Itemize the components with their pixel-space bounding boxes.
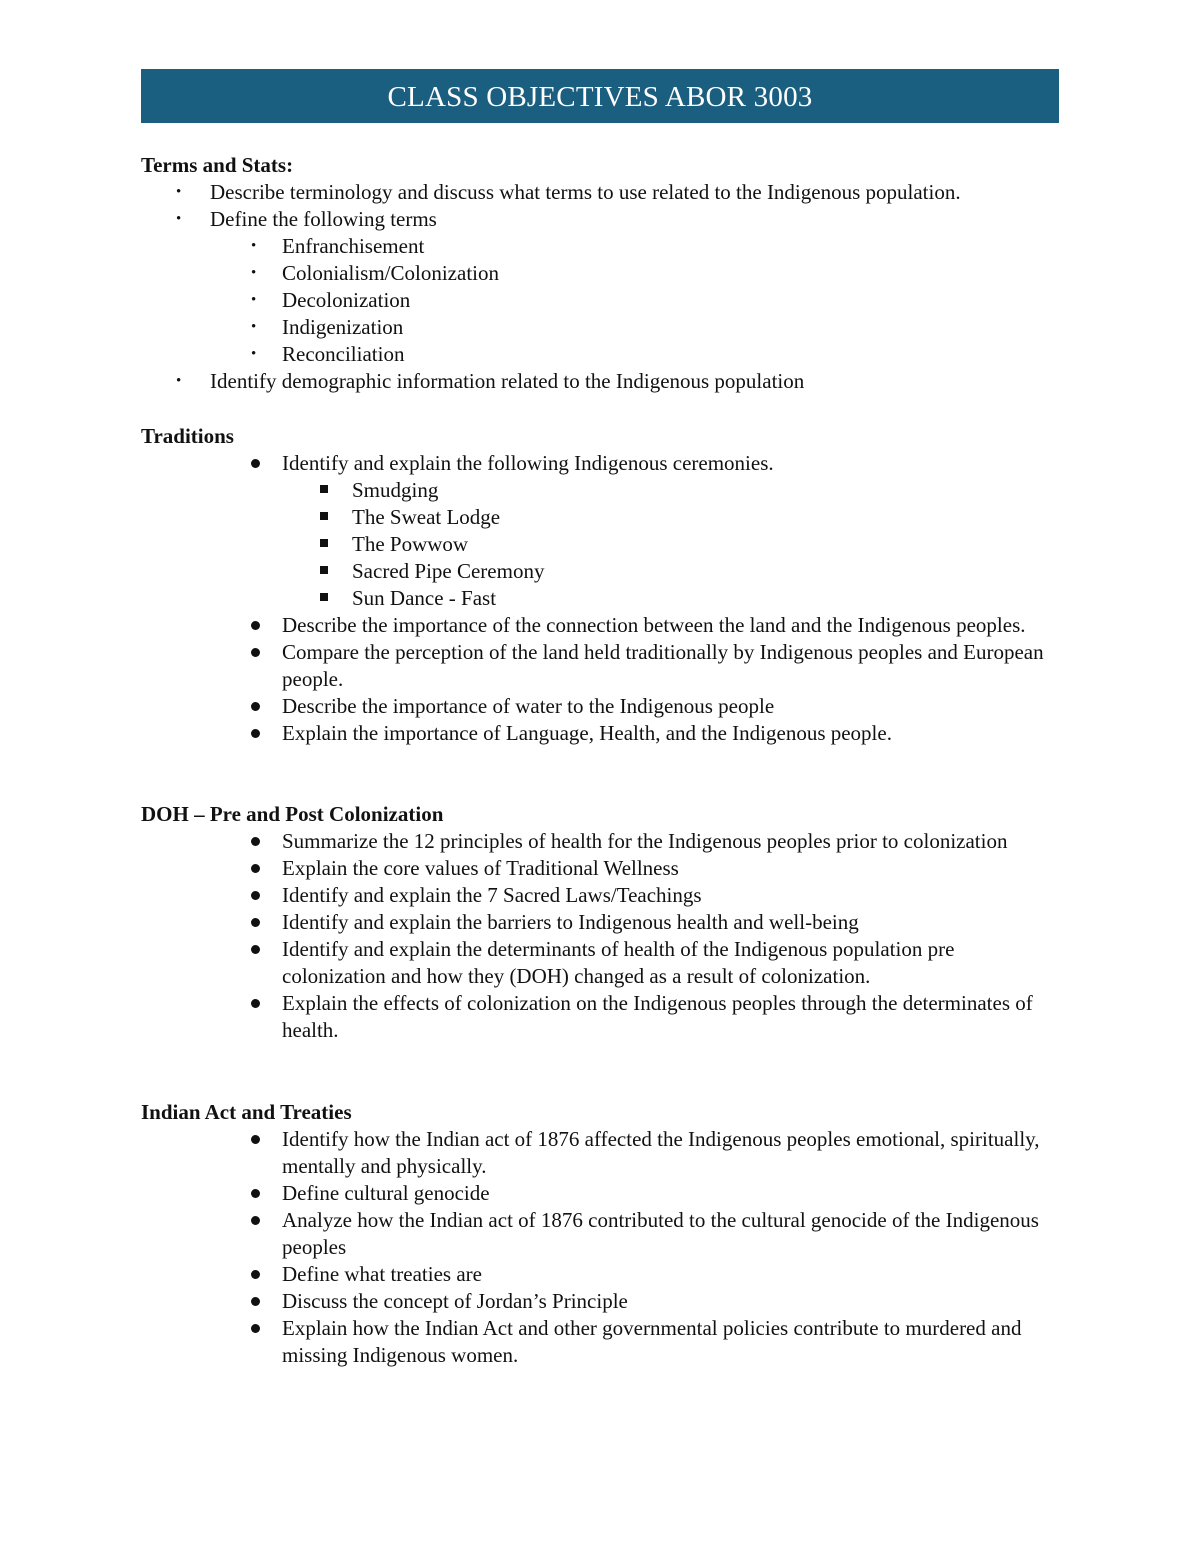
- bullet-icon: [251, 918, 260, 927]
- title-banner: [141, 69, 1059, 123]
- list-item: • Colonialism/Colonization: [251, 261, 499, 285]
- traditions-list: [141, 450, 1059, 747]
- bullet-icon: •: [251, 346, 257, 362]
- list-item: • Indigenization: [251, 315, 404, 339]
- list-item: The Sweat Lodge: [141, 504, 1059, 531]
- bullet-icon: [251, 1135, 260, 1144]
- bullet-icon: •: [251, 319, 257, 335]
- section-heading: Indian Act and Treaties: [141, 1100, 352, 1124]
- list-item: Identify and explain the following Indigenous ceremonies.: [141, 450, 1059, 477]
- bullet-icon: [251, 837, 260, 846]
- list-item: • Decolonization: [251, 288, 411, 312]
- bullet-icon: [251, 648, 260, 657]
- terms-list: [141, 179, 1059, 395]
- bullet-icon: [251, 1324, 260, 1333]
- list-item: Explain the core values of Traditional Wellness: [141, 855, 1059, 882]
- list-item: Sun Dance - Fast: [141, 585, 1059, 612]
- bullet-icon: [251, 621, 260, 630]
- list-item: Describe the importance of water to the Indigenous people: [141, 693, 1059, 720]
- list-item: Define what treaties are: [141, 1261, 1059, 1288]
- square-bullet-icon: [320, 512, 328, 520]
- square-bullet-icon: [320, 593, 328, 601]
- bullet-icon: [251, 864, 260, 873]
- bullet-icon: •: [251, 292, 257, 308]
- list-item: Compare the perception of the land held traditionally by Indigenous peoples and European people.: [141, 639, 1059, 693]
- list-item: Identify how the Indian act of 1876 affected the Indigenous peoples emotional, spiritually, mentally and physically.: [141, 1126, 1059, 1180]
- bullet-icon: [251, 999, 260, 1008]
- square-bullet-icon: [320, 485, 328, 493]
- list-item: Summarize the 12 principles of health for the Indigenous peoples prior to colonization: [141, 828, 1059, 855]
- page-title: CLASS OBJECTIVES ABOR 3003: [387, 80, 813, 113]
- bullet-icon: [251, 702, 260, 711]
- list-item: Explain the importance of Language, Health, and the Indigenous people.: [141, 720, 1059, 747]
- list-item: • Describe terminology and discuss what terms to use related to the Indigenous population.: [176, 180, 961, 204]
- list-item: Sacred Pipe Ceremony: [141, 558, 1059, 585]
- list-item: The Powwow: [141, 531, 1059, 558]
- bullet-icon: [251, 729, 260, 738]
- bullet-icon: •: [176, 184, 182, 200]
- doh-list: [141, 828, 1059, 1044]
- section-doh: [141, 801, 1059, 1044]
- list-item: Analyze how the Indian act of 1876 contributed to the cultural genocide of the Indigenous peoples: [141, 1207, 1059, 1261]
- list-item: • Define the following terms: [176, 207, 437, 231]
- bullet-icon: [251, 1189, 260, 1198]
- bullet-icon: •: [251, 238, 257, 254]
- list-item: Explain the effects of colonization on the Indigenous peoples through the determinates of health.: [141, 990, 1059, 1044]
- list-item: Explain how the Indian Act and other governmental policies contribute to murdered and missing Indigenous women.: [141, 1315, 1059, 1369]
- bullet-icon: [251, 891, 260, 900]
- section-heading: Traditions: [141, 424, 234, 448]
- list-item: • Identify demographic information related to the Indigenous population: [176, 369, 805, 393]
- bullet-icon: •: [176, 373, 182, 389]
- list-item: Define cultural genocide: [141, 1180, 1059, 1207]
- section-traditions: [141, 423, 1059, 747]
- square-bullet-icon: [320, 566, 328, 574]
- bullet-icon: [251, 1270, 260, 1279]
- list-item: • Reconciliation: [251, 342, 405, 366]
- section-indian-act-and-treaties: [141, 1099, 1059, 1369]
- section-heading: Terms and Stats:: [141, 153, 294, 177]
- bullet-icon: [251, 1216, 260, 1225]
- square-bullet-icon: [320, 539, 328, 547]
- list-item: Identify and explain the determinants of health of the Indigenous population pre colonization and how they (DOH) changed as a result of colonization.: [141, 936, 1059, 990]
- bullet-icon: •: [176, 211, 182, 227]
- list-item: Discuss the concept of Jordan’s Principle: [141, 1288, 1059, 1315]
- list-item: Identify and explain the 7 Sacred Laws/Teachings: [141, 882, 1059, 909]
- bullet-icon: •: [251, 265, 257, 281]
- bullet-icon: [251, 1297, 260, 1306]
- section-terms-and-stats: [141, 152, 1059, 395]
- list-item: Describe the importance of the connection between the land and the Indigenous peoples.: [141, 612, 1059, 639]
- section-heading: DOH – Pre and Post Colonization: [141, 802, 444, 826]
- bullet-icon: [251, 459, 260, 468]
- list-item: Identify and explain the barriers to Indigenous health and well-being: [141, 909, 1059, 936]
- list-item: • Enfranchisement: [251, 234, 425, 258]
- bullet-icon: [251, 945, 260, 954]
- indian-act-list: [141, 1126, 1059, 1369]
- list-item: Smudging: [141, 477, 1059, 504]
